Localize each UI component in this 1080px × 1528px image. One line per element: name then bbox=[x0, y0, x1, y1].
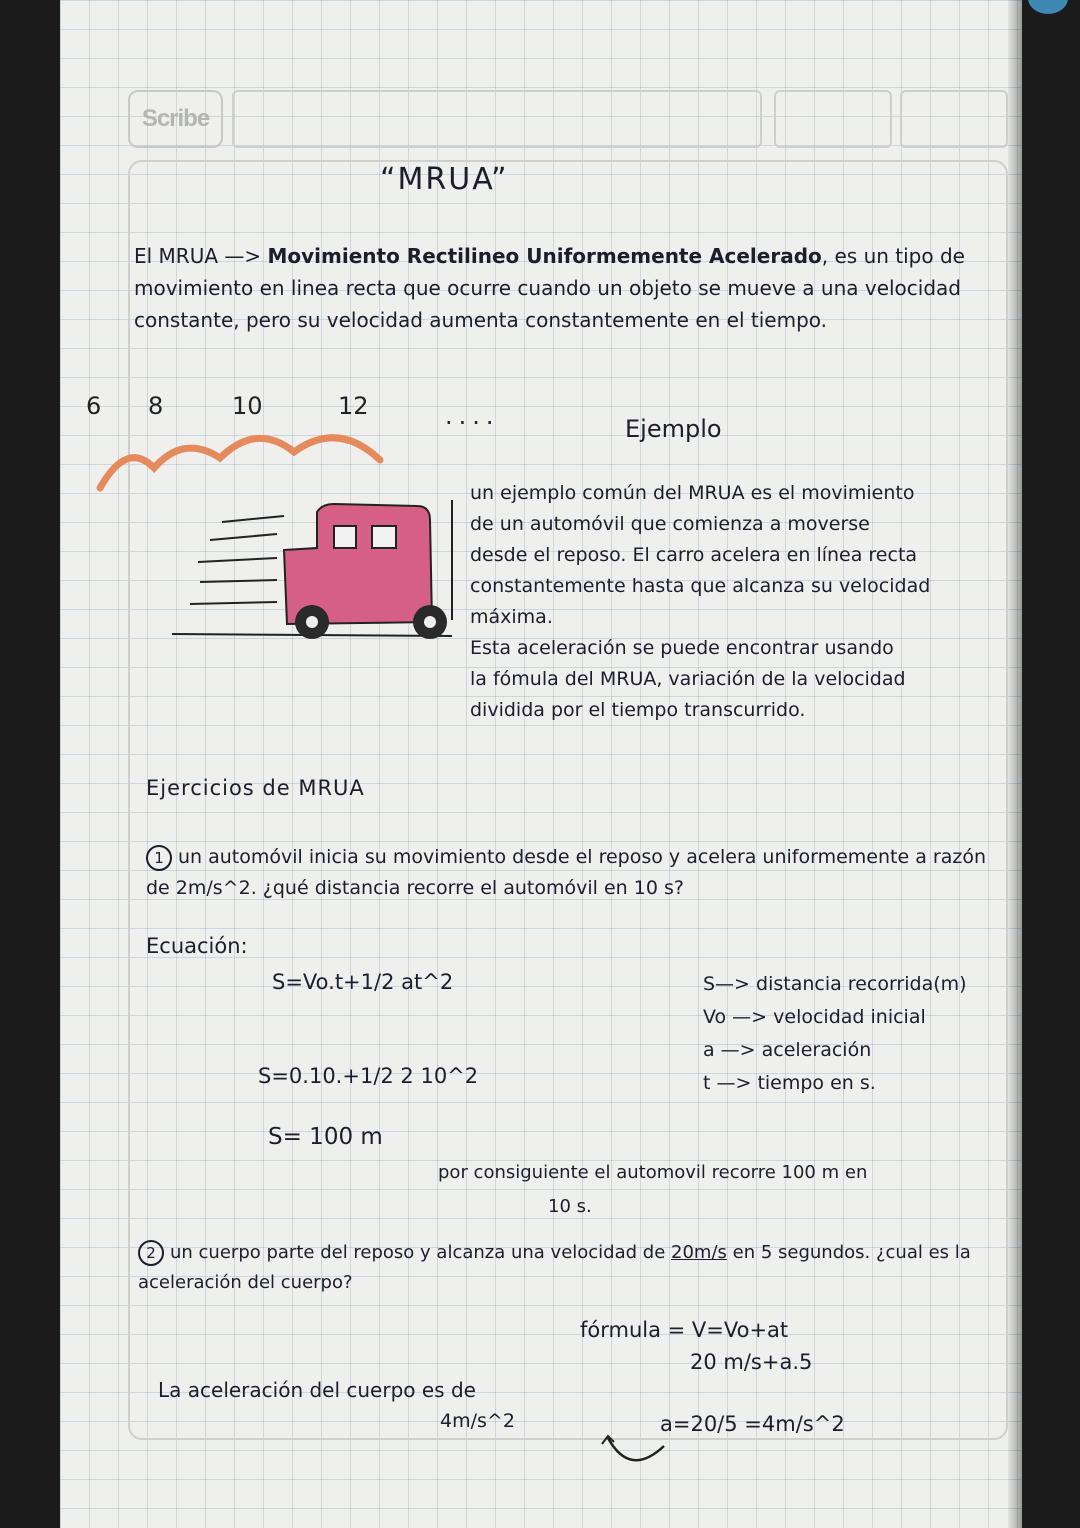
car-window-1 bbox=[334, 526, 356, 548]
formula-substitution: 20 m/s+a.5 bbox=[690, 1350, 813, 1374]
formula-velocity: fórmula = V=Vo+at bbox=[580, 1318, 789, 1342]
legend-velocity: Vo —> velocidad inicial bbox=[703, 1006, 926, 1028]
legend-distance: S—> distancia recorrida(m) bbox=[703, 973, 967, 995]
page-title: “MRUA” bbox=[380, 162, 509, 197]
example-line-3: desde el reposo. El carro acelera en línea recta bbox=[470, 544, 918, 566]
example-line-6: Esta aceleración se puede encontrar usando bbox=[470, 637, 894, 659]
answer-value: 4m/s^2 bbox=[440, 1410, 515, 1432]
example-line-5: máxima. bbox=[470, 606, 553, 628]
example-label: Ejemplo bbox=[625, 415, 722, 443]
intro-paragraph bbox=[134, 240, 984, 336]
answer-text: La aceleración del cuerpo es de bbox=[158, 1378, 476, 1402]
example-text bbox=[470, 478, 990, 726]
variable-legend bbox=[703, 968, 967, 1100]
scribe-header bbox=[128, 90, 1008, 148]
formula-acceleration: a=20/5 =4m/s^2 bbox=[660, 1412, 845, 1436]
number-10: 10 bbox=[232, 392, 263, 420]
problem-2-post: en 5 segundos. ¿cual es la aceleración del cuerpo? bbox=[138, 1242, 971, 1293]
legend-time: t —> tiempo en s. bbox=[703, 1072, 876, 1094]
ellipsis-dots: .... bbox=[445, 402, 500, 430]
arc-path bbox=[100, 438, 380, 488]
problem-1-text: un automóvil inicia su movimiento desde el reposo y acelera uniformemente a razón de 2m/s^2. ¿qué distancia recorre el automóvil en 10 s? bbox=[146, 846, 986, 899]
example-line-7: la fómula del MRUA, variación de la velocidad bbox=[470, 668, 906, 690]
speed-line-2 bbox=[210, 534, 277, 540]
problem-1-number: 1 bbox=[146, 845, 172, 871]
speed-line-3 bbox=[198, 558, 277, 562]
conclusion-text-2: 10 s. bbox=[548, 1196, 592, 1217]
speed-line-1 bbox=[222, 516, 284, 522]
exercises-title: Ejercicios de MRUA bbox=[146, 776, 365, 800]
legend-acceleration: a —> aceleración bbox=[703, 1039, 872, 1061]
number-8: 8 bbox=[148, 392, 164, 420]
problem-2 bbox=[138, 1238, 1008, 1298]
speed-line-5 bbox=[190, 602, 277, 604]
curved-arrow-path bbox=[608, 1438, 664, 1460]
number-12: 12 bbox=[338, 392, 369, 420]
speed-line-4 bbox=[200, 580, 277, 582]
problem-2-speed: 20m/s bbox=[671, 1242, 727, 1263]
problem-1 bbox=[146, 842, 996, 904]
example-line-4: constantemente hasta que alcanza su velocidad bbox=[470, 575, 931, 597]
intro-rest: , es un tipo de movimiento en linea recta que ocurre cuando un objeto se mueve a una velocidad constante, pero su velocidad aumenta constantemente en el tiempo. bbox=[134, 244, 965, 332]
header-box-date bbox=[774, 90, 892, 148]
number-6: 6 bbox=[86, 392, 102, 420]
equation-formula: S=Vo.t+1/2 at^2 bbox=[272, 970, 454, 994]
car-hub-rear bbox=[306, 616, 318, 628]
car-hub-front bbox=[424, 616, 436, 628]
problem-2-pre: un cuerpo parte del reposo y alcanza una velocidad de bbox=[170, 1242, 672, 1263]
conclusion-text: por consiguiente el automovil recorre 100 m en bbox=[438, 1162, 868, 1183]
car-body bbox=[284, 504, 432, 624]
example-line-8: dividida por el tiempo transcurrido. bbox=[470, 699, 806, 721]
bookmark-tab bbox=[1028, 0, 1068, 14]
equation-result: S= 100 m bbox=[268, 1124, 383, 1150]
equation-label: Ecuación: bbox=[146, 934, 248, 958]
page-edge-shadow bbox=[1008, 0, 1022, 1528]
car-drawing bbox=[72, 430, 472, 660]
equation-substitution: S=0.10.+1/2 2 10^2 bbox=[258, 1064, 479, 1088]
example-line-1: un ejemplo común del MRUA es el movimiento bbox=[470, 482, 915, 504]
header-box-extra bbox=[900, 90, 1008, 148]
intro-bold: Movimiento Rectilineo Uniformemente Acelerado bbox=[267, 244, 822, 268]
intro-lead: El MRUA —> bbox=[134, 244, 268, 268]
car-window-2 bbox=[372, 526, 396, 548]
scribe-logo: Scribe bbox=[128, 90, 223, 148]
curved-arrow-icon bbox=[600, 1428, 670, 1478]
problem-2-number: 2 bbox=[138, 1240, 164, 1266]
header-box-name bbox=[232, 90, 762, 148]
example-line-2: de un automóvil que comienza a moverse bbox=[470, 513, 870, 535]
